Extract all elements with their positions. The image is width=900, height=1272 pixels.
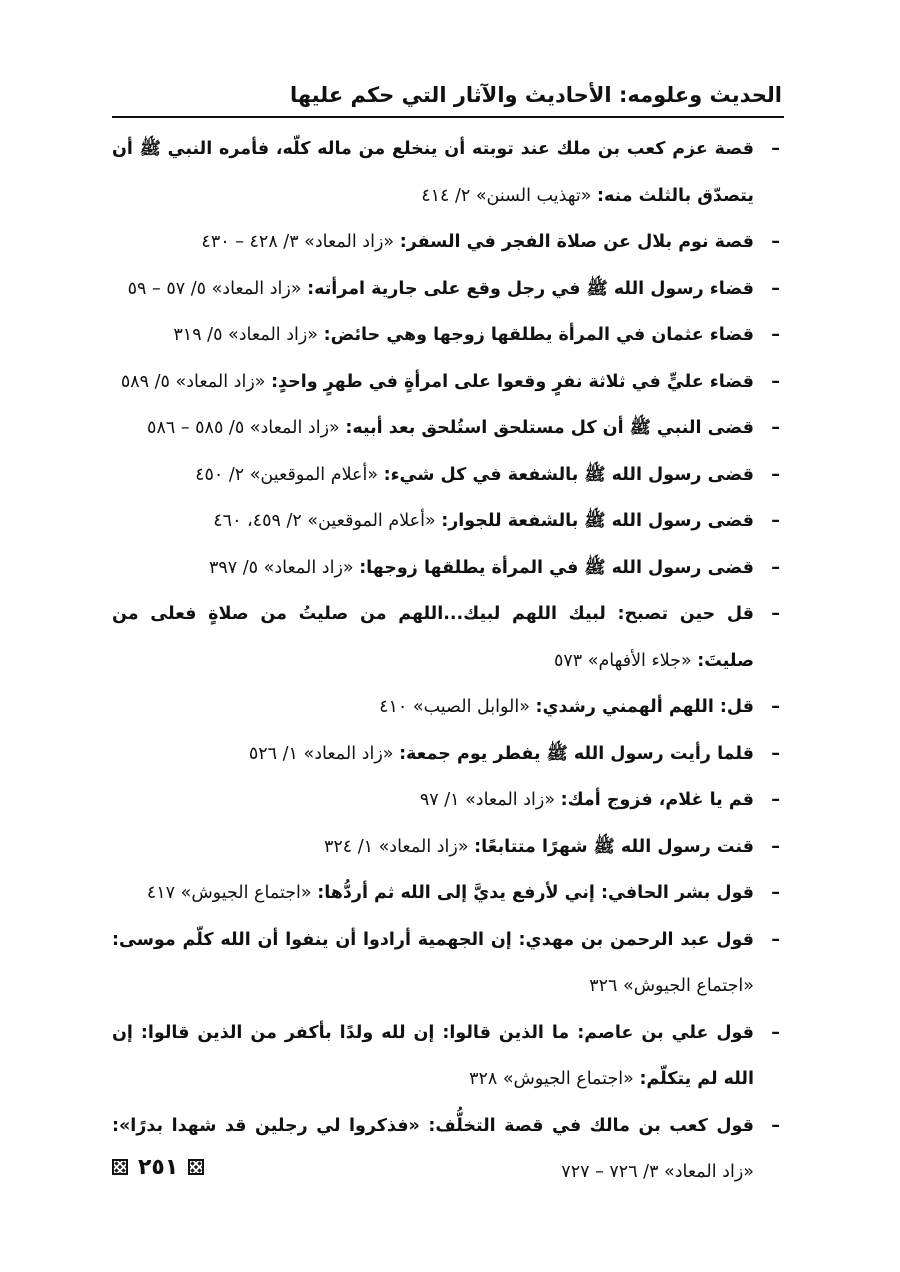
entry-reference: «جلاء الأفهام» ٥٧٣ [554,650,692,671]
entry-reference: «زاد المعاد» ٥/ ٣١٩ [173,325,319,345]
index-entry [112,126,784,219]
index-entry [112,219,784,266]
entry-dash: – [771,464,780,485]
index-entry [112,777,784,824]
entry-reference: «زاد المعاد» ١/ ٣٢٤ [323,836,469,857]
running-header: الحديث وعلومه: الأحاديث والآثار التي حكم عليها [289,83,782,107]
entry-title: قضاء عليٍّ في ثلاثة نفرٍ وقعوا على امرأةٍ في طهرٍ واحدٍ: [271,371,754,392]
index-entry [112,731,784,778]
index-entry [112,1103,784,1196]
entry-reference: «تهذيب السنن» ٢/ ٤١٤ [421,185,592,206]
entry-title: قصة نوم بلال عن صلاة الفجر في السفر: [399,232,754,252]
entry-reference: «اجتماع الجيوش» ٣٢٨ [469,1069,634,1089]
entry-title: قل حين تصبح: لبيك اللهم لبيك...اللهم من صليتُ من صلاةٍ فعلى من صليتَ: [112,604,754,671]
entry-title: قضاء رسول الله ﷺ في رجل وقع على جارية امرأته: [307,278,754,299]
entry-title: قول بشر الحافي: إني لأرفع يديَّ إلى الله ثم أردُّها: [317,883,754,903]
ornament-icon [188,1159,204,1175]
entry-title: قضى رسول الله ﷺ في المرأة يطلقها زوجها: [359,557,754,578]
index-entry [112,684,784,731]
entry-title: قضى النبي ﷺ أن كل مستلحق استُلحق بعد أبيه: [345,418,754,438]
entry-dash: – [771,604,780,624]
ornament-icon [112,1159,128,1175]
entry-reference: «أعلام الموقعين» ٢/ ٤٥٠ [195,464,379,485]
entry-dash: – [771,511,780,531]
entry-dash: – [771,883,780,903]
entry-dash: – [771,1022,780,1043]
entry-title: قول عبد الرحمن بن مهدي: إن الجهمية أرادوا أن ينفوا أن الله كلّم موسى: [112,929,754,950]
index-entry [112,545,784,592]
entry-dash: – [771,697,780,717]
entry-title: قنت رسول الله ﷺ شهرًا متتابعًا: [474,836,754,857]
page-footer [112,1150,204,1184]
entry-dash: – [771,278,780,299]
entry-dash: – [771,743,780,764]
entry-reference: «زاد المعاد» ٥/ ٥٨٩ [120,371,266,392]
entry-dash: – [771,557,780,578]
header-rule [112,116,784,118]
entry-reference: «اجتماع الجيوش» ٣٢٦ [589,976,754,996]
entry-title: قلما رأيت رسول الله ﷺ يفطر يوم جمعة: [399,743,754,764]
entry-reference: «زاد المعاد» ٥/ ٥٧ – ٥٩ [127,278,302,299]
entry-dash: – [771,325,780,345]
entry-reference: «زاد المعاد» ١/ ٩٧ [419,790,556,810]
index-entry [112,312,784,359]
index-entry [112,1010,784,1103]
index-entry [112,452,784,499]
page-number: ٢٥١ [138,1154,179,1180]
entry-reference: «اجتماع الجيوش» ٤١٧ [146,883,312,903]
entry-reference: «زاد المعاد» ٣/ ٧٢٦ – ٧٢٧ [561,1162,754,1182]
entry-reference: «زاد المعاد» ١/ ٥٢٦ [248,743,394,764]
index-entry [112,591,784,684]
index-entry-list [112,126,784,1196]
entry-title: قضى رسول الله ﷺ بالشفعة في كل شيء: [383,464,754,485]
entry-dash: – [771,371,780,392]
entry-dash: – [771,418,780,438]
index-entry [112,359,784,406]
entry-title: قضاء عثمان في المرأة يطلقها زوجها وهي حائض: [323,325,754,345]
entry-dash: – [771,929,780,950]
entry-reference: «زاد المعاد» ٥/ ٥٨٥ – ٥٨٦ [147,418,340,438]
index-entry [112,824,784,871]
entry-reference: «أعلام الموقعين» ٢/ ٤٥٩، ٤٦٠ [213,511,436,531]
index-entry [112,266,784,313]
entry-reference: «الوابل الصيب» ٤١٠ [379,697,530,717]
entry-title: قول كعب بن مالك في قصة التخلُّف: «فذكروا لي رجلين قد شهدا بدرًا»: [112,1115,754,1136]
entry-title: قصة عزم كعب بن ملك عند توبته أن ينخلع من ماله كلّه، فأمره النبي ﷺ أن يتصدّق بالثلث منه: [112,139,754,206]
entry-dash: – [771,836,780,857]
entry-title: قل: اللهم ألهمني رشدي: [535,697,754,717]
index-entry [112,917,784,1010]
entry-reference: «زاد المعاد» ٥/ ٣٩٧ [209,557,354,578]
page-body [112,78,784,1196]
entry-reference: «زاد المعاد» ٣/ ٤٢٨ – ٤٣٠ [201,232,395,252]
entry-dash: – [771,232,780,252]
index-entry [112,405,784,452]
entry-title: قضى رسول الله ﷺ بالشفعة للجوار: [441,511,754,531]
entry-dash: – [771,790,780,810]
index-entry [112,498,784,545]
entry-dash: – [771,1115,780,1136]
entry-title: قول علي بن عاصم: ما الذين قالوا: إن لله ولدًا بأكفر من الذين قالوا: إن الله لم يتكلّم: [112,1022,754,1089]
entry-dash: – [771,139,780,159]
entry-title: قم يا غلام، فزوج أمك: [560,790,754,810]
index-entry [112,870,784,917]
